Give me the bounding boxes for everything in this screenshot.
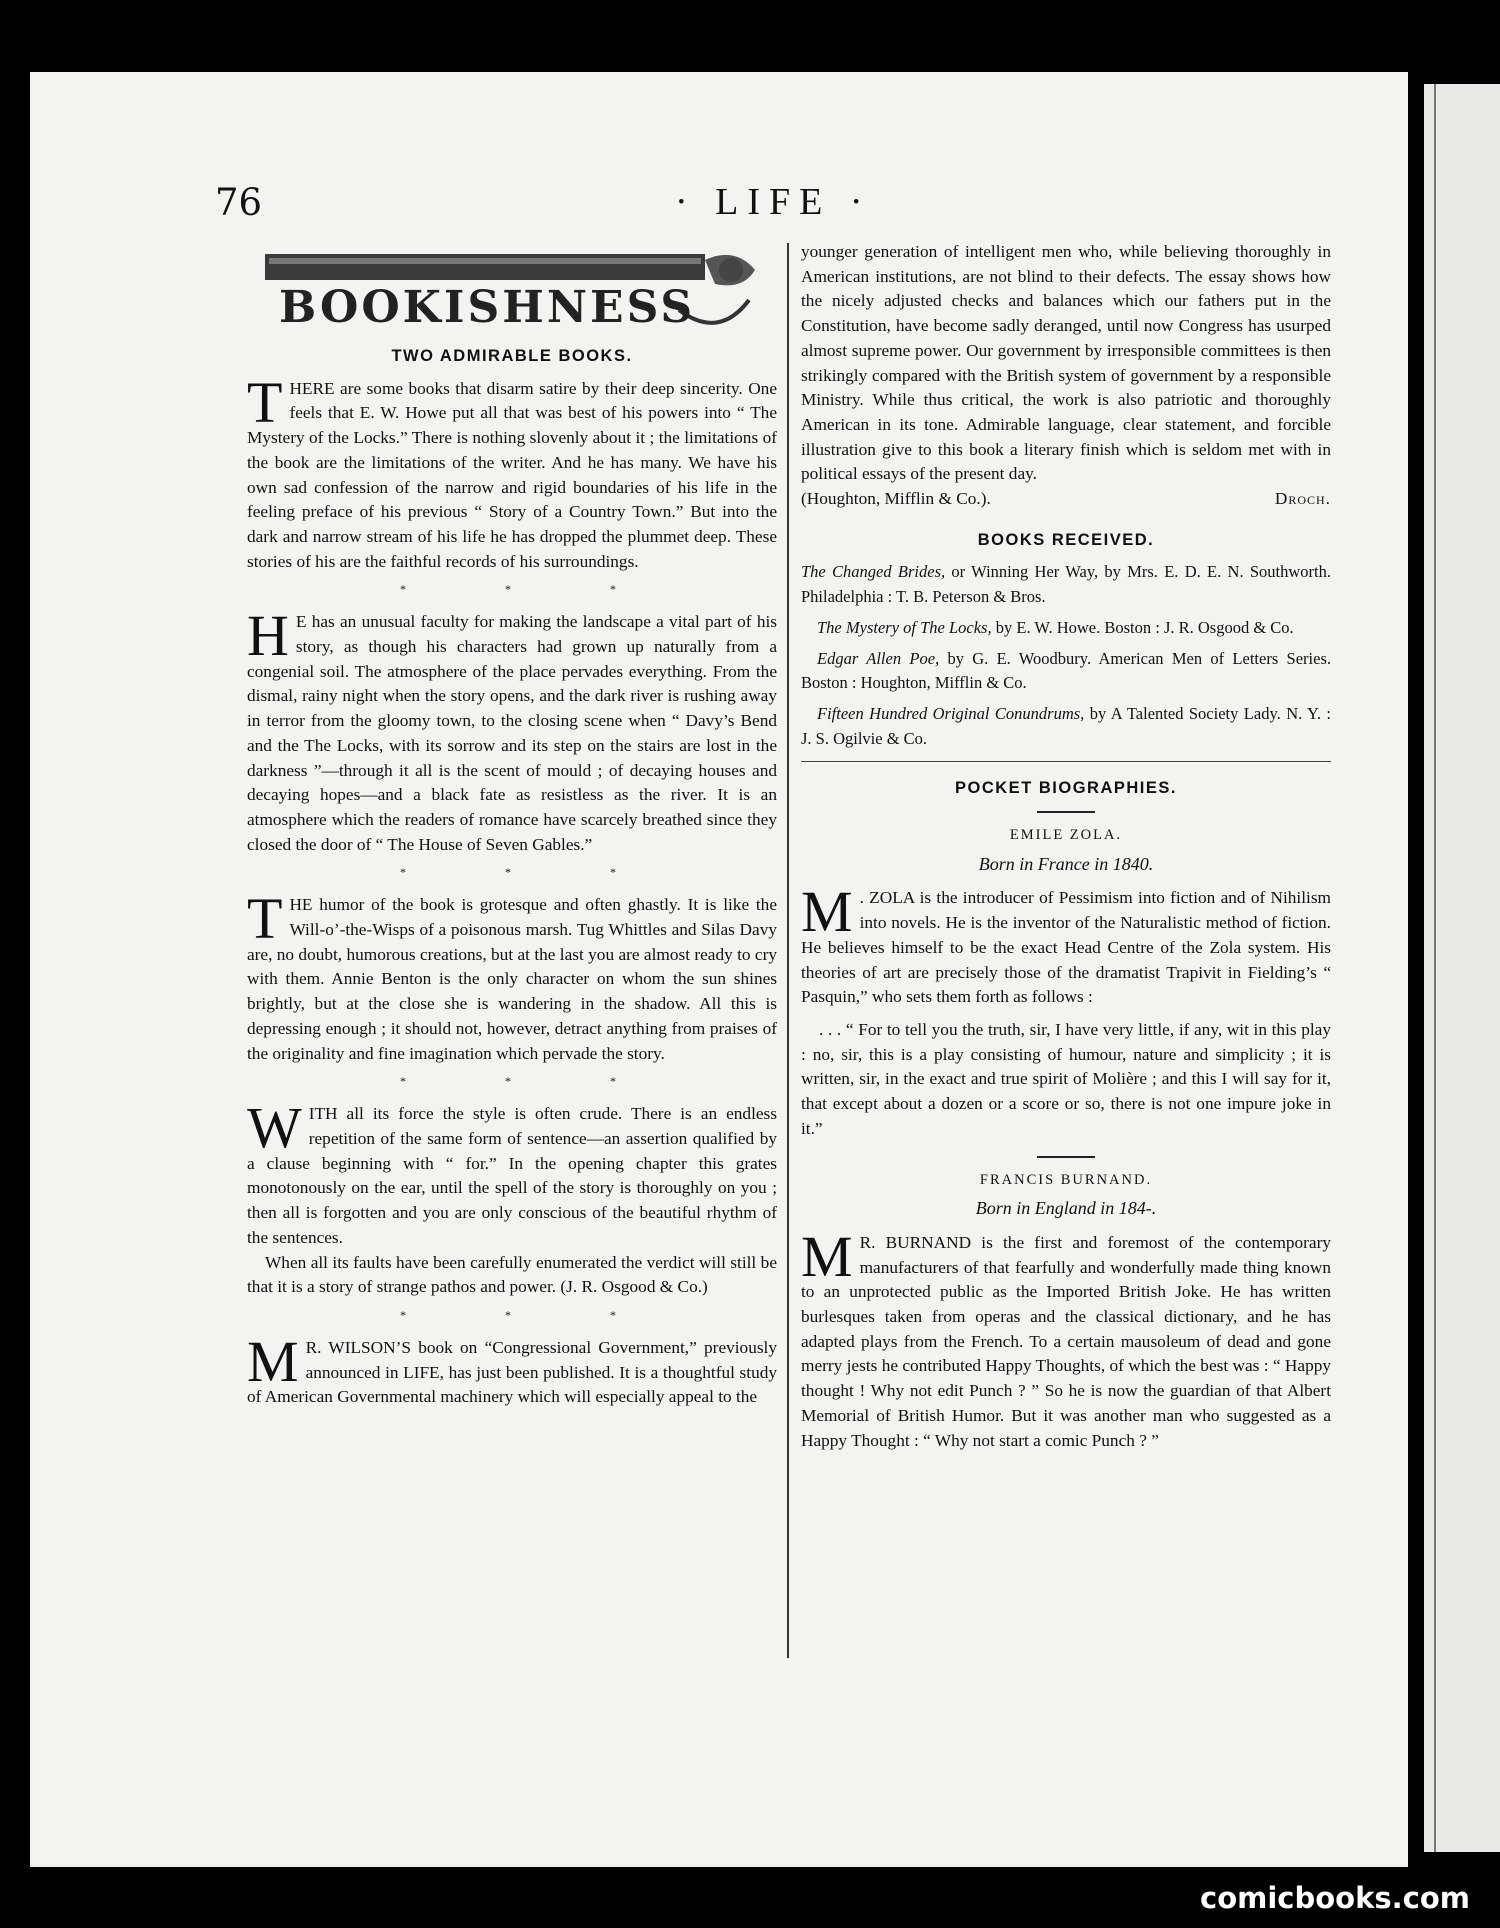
column-rule — [787, 243, 789, 1658]
block-quote: . . . “ For to tell you the truth, sir, I have very little, if any, wit in this play : no, sir, this is a play consisting of humour, nature and simplicity ; it is written, sir, in the exact and true spirit of Molière ; and this I will say for it, that except about a dozen or a score or so, there is not one impure joke in it.” — [801, 1019, 1331, 1138]
banner-title: BOOKISHNESS — [279, 282, 696, 333]
section-heading: TWO ADMIRABLE BOOKS. — [391, 347, 633, 365]
review-signoff — [801, 487, 1331, 512]
paragraph: M R. BURNAND is the first and foremost of the contemporary manufacturers of that fearfully and wonderfully made thing known to an unprotected public as the Imported British Joke. He has written burlesques taken from operas and the classical dictionary, and he has adapted plays from the French. To a certain mausoleum of dead and gone merry jests he contributed Happy Thoughts, of which the best was : “ Happy thought ! Why not edit Punch ? ” So he is now the guardian of that Albert Memorial of British Humor. But it was another man who suggested as a Happy Thought : “ Why not start a comic Punch ? ” — [801, 1223, 1331, 1450]
drop-cap: M — [801, 879, 853, 945]
paragraph: THE humor of the book is grotesque and often ghastly. It is like the Will-o’-the-Wisps of a poisonous marsh. Tug Whittles and Silas Davy are, no doubt, humorous creations, but at the last you are almost ready to cry with them. Annie Benton is the only character on whom the sun shines brightly, but at the close she is wandering in the shadow. All this is depressing enough ; it should not, however, detract anything from praises of the originality and fine imagination which pervade the story. — [247, 886, 777, 1063]
short-rule — [1037, 1156, 1095, 1158]
section-divider: * * * — [400, 582, 664, 597]
banner-ornament-icon — [259, 250, 759, 338]
section-divider: * * * — [400, 1307, 664, 1322]
drop-cap: T — [247, 369, 283, 435]
book-listing: The Changed Brides, or Winning Her Way, by Mrs. E. D. E. N. Southworth. Philadelphia : T. B. Peterson & Bros. — [801, 562, 1331, 607]
drop-cap: H — [247, 603, 289, 669]
section-rule — [801, 761, 1331, 762]
drop-cap: W — [247, 1095, 302, 1161]
left-column — [247, 246, 777, 1410]
book-listing: Fifteen Hundred Original Conundrums, by A Talented Society Lady. N. Y. : J. S. Ogilvie & Co. — [801, 703, 1331, 748]
right-column — [801, 240, 1331, 1453]
biography-birth: Born in England in 184-. — [975, 1198, 1157, 1219]
running-title: · LIFE · — [675, 181, 872, 223]
paragraph: WITH all its force the style is often crude. There is an endless repetition of the same form of sentence—an assertion qualified by a clause beginning with “ for.” In the opening chapter this grates monotonously on the ear, until the spell of the story is thoroughly on you ; then all is forgotten and you are only conscious of the beautiful rhythm of the sentences. — [247, 1095, 777, 1247]
page-number: 76 — [215, 181, 263, 224]
page-gutter-line — [1434, 84, 1436, 1852]
paragraph: THERE are some books that disarm satire by their deep sincerity. One feels that E. W. Howe put all that was best of his powers into “ The Mystery of the Locks.” There is nothing slovenly about it ; the limitations of the book are the limitations of the writer. And he has many. We have his own sad confession of the narrow and rigid boundaries of his life in the feeling preface of his previous “ Story of a Country Town.” But into the dark and narrow stream of his life he has dropped the plummet deep. These stories of his are the faithful records of his surroundings. — [247, 369, 777, 571]
book-listing: Edgar Allen Poe, by G. E. Woodbury. American Men of Letters Series. Boston : Houghton, Mifflin & Co. — [801, 648, 1331, 693]
biography-name: FRANCIS BURNAND. — [979, 1171, 1153, 1188]
drop-cap: T — [247, 886, 283, 952]
section-divider: * * * — [400, 1074, 664, 1089]
pocket-biographies-heading: POCKET BIOGRAPHIES. — [955, 779, 1177, 798]
book-listing: The Mystery of The Locks, by E. W. Howe. Boston : J. R. Osgood & Co. — [817, 617, 1294, 637]
publisher-note: (Houghton, Mifflin & Co.). — [801, 489, 991, 509]
drop-cap: M — [247, 1328, 299, 1394]
drop-cap: M — [801, 1223, 853, 1289]
paragraph: M R. WILSON’S book on “Congressional Government,” previously announced in LIFE, has just been published. It is a thoughtful study of American Governmental machinery which will especially appeal to the — [247, 1328, 777, 1407]
bookishness-banner — [259, 250, 759, 338]
section-divider: * * * — [400, 865, 664, 880]
biography-name: EMILE ZOLA. — [1009, 827, 1123, 844]
author-signature: Droch. — [1274, 489, 1331, 509]
paragraph: When all its faults have been carefully enumerated the verdict will still be that it is a story of strange pathos and power. (J. R. Osgood & Co.) — [247, 1252, 777, 1297]
biography-birth: Born in France in 1840. — [978, 853, 1154, 874]
paragraph: M . ZOLA is the introducer of Pessimism into fiction and of Nihilism into novels. He is the inventor of the Naturalistic method of fiction. He believes himself to be the exact Head Centre of the Zola system. His theories of art are precisely those of the dramatist Trapivit in Fielding’s “ Pasquin,” who sets them forth as follows : — [801, 879, 1331, 1007]
site-watermark: comicbooks.com — [1200, 1881, 1470, 1915]
paragraph: H E has an unusual faculty for making the landscape a vital part of his story, as though his characters had grown up naturally from a congenial soil. The atmosphere of the place pervades everything. From the dismal, rainy night when the story opens, and the dark river is rushing away in terror from the gloomy town, to the closing scene when “ Davy’s Bend and the The Locks, with its sorrow and its step on the stairs are lost in the darkness ”—through it all is the scent of mould ; of decaying houses and decaying hopes—and a black fate as resistless as the river. It is an atmosphere which the readers of romance have scarcely breathed since they closed the door of “ The House of Seven Gables.” — [247, 603, 777, 854]
short-rule — [1037, 811, 1095, 813]
books-received-heading: BOOKS RECEIVED. — [977, 530, 1155, 549]
paragraph: younger generation of intelligent men who, while believing thoroughly in American institutions, are not blind to their defects. The essay shows how the nicely adjusted checks and balances which our fathers put in the Constitution, have become sadly deranged, until now Congress has usurped almost supreme power. Our government by irresponsible committees is then strikingly compared with the British system of government by a responsible Ministry. While thus critical, the work is also patriotic and thoroughly American in its tone. Admirable language, clear statement, and forcible illustration give to this book a literary finish which is seldom met with in political essays of the present day. — [801, 242, 1331, 484]
